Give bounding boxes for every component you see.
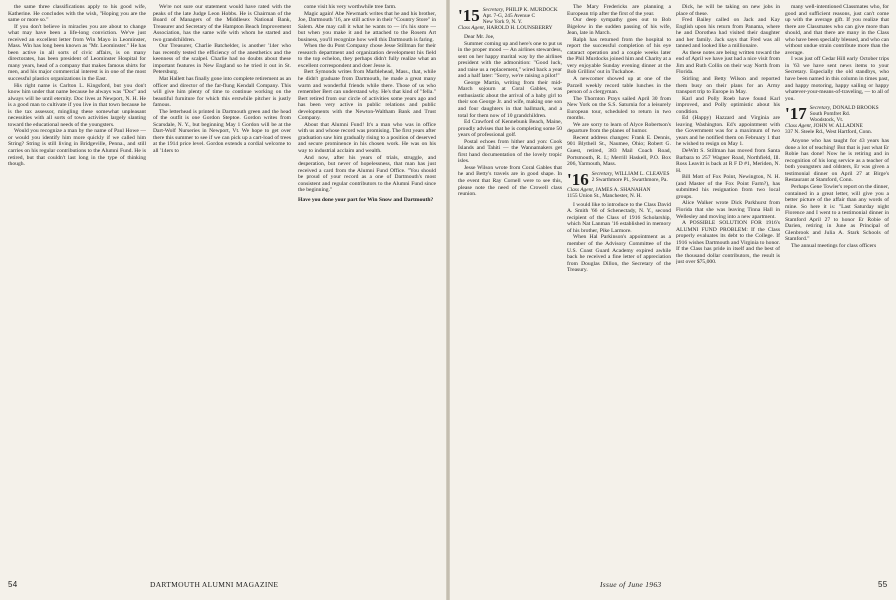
- paragraph: Stirling and Betty Wilson and reported them busy on their plans for an Army transport trip to Europe in May.: [676, 76, 780, 96]
- right-column-2: [567, 4, 671, 274]
- class-heading-1917: '17 Secretary, DONALD BROOKS South Pomfret Rd. Woodstock, Vt. Class Agent, JOHN W. ALLADINE 337 N. Steele Rd., West Hartford, Conn.: [785, 104, 879, 136]
- paragraph: Ed (Happy) Hazzard and Virginia are leaving Washington. Ed's appointment with the Government was for a maximum of two years and he notified them on February 1 that he wished to resign on May 1.: [676, 115, 780, 148]
- paragraph: The letterhead is printed in Dartmouth green and the head of the outfit is one Gordon Steptoe. Gordon writes from Scarsdale, N. Y., but beginning May 1 Gordon will be at the Dart-Wolf Nurseries in Newport, Vt. We hope to get over there this summer to see if we can pick up a cart-load of trees at the 1914 price level. Gordon extends a cordial welcome to all '14ers to: [153, 108, 291, 155]
- paragraph: The Mary Fredericks are planning a European trip after the first of the year.: [567, 4, 671, 17]
- paragraph: Anyone who has taught for 43 years has done a lot of teaching! But that is just what Er Robie has done! Now he is retiring and in recognition of his long service as a teacher of both youngsters and oldsters, Er was given a testimonial dinner on April 27 at Birge's Restaurant at Stamford, Conn.: [785, 138, 889, 184]
- right-column-3-bottom: [676, 490, 780, 576]
- class-heading-1915: '15 Secretary, PHILIP K. MURDOCK Apt. 7-G, 245 Avenue C New York 9, N. Y. Class Agent, HAROLD H. LOUNSBERRY: [458, 6, 558, 31]
- paragraph: About that Alumni Fund! It's a man who was in office with us and whose record was promising. The first years after graduation saw him gradually rising to a position of deserved and secure prominence in his chosen work. He was on his way to industrial acclaim and wealth.: [298, 121, 436, 155]
- paragraph: And now, after his years of trials, struggle, and desperation, but never of hopelessness, that man has just received a card from the Alumni Fund Office. "You should be proud of your record as a one of Dartmouth's most consistent and regular contributors to the Alumni Fund since the beginning.": [298, 154, 436, 194]
- paragraph: A POSSIBLE SOLUTION FOR 1916's ALUMNI FUND PROBLEM: If the Class properly evaluates its debt to the College. If 1916 wishes Dartmouth and Virginia to honor. If the Class has pride in itself and the best of the thousand dollar contributors, the result is just over $75,000.: [676, 220, 780, 266]
- paragraph: Fred Bailey called on Jack and Kay English upon his return from Panama, where he and Dorothea had visited their daughter and her family. Jack says that Fred was all tanned and looked like a millionaire.: [676, 17, 780, 50]
- paragraph: Karl and Polly Roeb have found Karl improved, and Polly optimistic about his condition.: [676, 95, 780, 115]
- paragraph: Postal echoes from hither and yon: Cook Islands and Tahiti — the Wannamakers get first hand documentation of the lovely tropic isles.: [458, 138, 562, 165]
- paragraph: DeWitt S. Stillman has moved from Santa Barbara to 257 Wagner Road, Northfield, Ill. Ross Leavitt is back at R F D #1, Meriden, N. H.: [676, 148, 780, 174]
- right-page: [450, 0, 896, 600]
- class-year: '17: [785, 104, 807, 124]
- paragraph: The Thornton Prays sailed April 30 from New York on the S.S. Saturnia for a leisurely European tour, scheduled to return in two months.: [567, 95, 671, 122]
- paragraph: A newcomer showed up at one of the Parzell weekly record table lunches in the person of a clergyman.: [567, 76, 671, 96]
- closing-question: Have you done your part for Win Snow and Dartmouth?: [298, 196, 434, 203]
- left-column-2: [153, 4, 291, 155]
- paragraph: His right name is Carlton L. Kingsford, but you don't know him under that name because he always was "Doc" and always will be until eternity. Doc lives at Newport, N. H. He is a good man to cultivate if you live in that town because he is the tax assessor, mingling these somewhat unpleasant necessities with all sorts of town activities largely slanting toward the educational needs of the youngsters.: [8, 82, 146, 128]
- right-page-number: 55: [878, 580, 888, 589]
- paragraph: Would you recognize a man by the name of Paul Howe — or would you identify him more quickly if we called him String? String is still living in Bridgeville, Penna., and still carries on his regular contributions to the Alumni Fund. He is retired, but that couldn't last long in the type of thinking though.: [8, 128, 146, 168]
- paragraph: George Martin, writing from their mid-March sojourn at Coral Gables, was enthusiastic about the arrival of a baby girl to their son George Jr. and wife, making one son and four daughters in that hallmark, and a total for them now of 10 grandchildren.: [458, 79, 562, 119]
- class-heading-1916: '16 Secretary, WILLIAM L. CLEAVES 2 Swarthmore Pl., Swarthmore, Pa. Class Agent, JAMES A. SHANAHAN 1155 Union St., Manchester, N. H.: [567, 169, 670, 199]
- paragraph: The annual meetings for class officers: [791, 242, 877, 249]
- class-agent-name: JOHN W. ALLADINE: [813, 123, 863, 130]
- paragraph: Ralph has returned from the hospital to report the successful completion of his eye cataract operation and a couple weeks later the Phil Murdocks joined him and Charity at a very enjoyable Sunday evening dinner at the Bob Grillins' out in Tuckahoe.: [567, 36, 671, 76]
- right-footer-title: Issue of June 1963: [600, 580, 662, 589]
- left-page: [0, 0, 446, 600]
- right-column-1: [458, 4, 562, 198]
- paragraph: I was just off Cedar Hill early October trips in '63 we have sent news items to your Secretary. Especially the old standbys, who have been named in this column in times past, and happy motoring, happy sailing or happy whatever-your-means-of-traveling, — to all of you.: [785, 56, 889, 102]
- paragraph: Our deep sympathy goes out to Bob Bigelow in the sudden passing of his wife, Jean, late in March.: [567, 17, 671, 37]
- paragraph: many well-intentioned Classmates who, for good and sufficient reasons, just can't come up with the average gift. If you realize that there are Classmates who can give more than should, and that there are many in the Class who have been specially blessed, and who can without undue strain contribute more than the average.: [785, 4, 889, 56]
- paragraph: When the du Pont Company chose Jesse Stillman for their research department and organization development his field to the top echelon, they perhaps didn't fully realize what an excellent correspondent and doer Jesse is.: [298, 43, 436, 69]
- paragraph: the same three classifications apply to his good wife, Katherine. He concludes with the wish, "Hoping you are the same or more so.": [8, 4, 146, 24]
- paragraph: Perhaps Gene Towler's report on the dinner, contained in a great letter, will give you a better picture of the affair than any words of mine. So here it is: "Last Saturday night Florence and I went to a testimonial dinner in Stamford April 27 to honor Er Robie of Darien, retiring in June as Principal of Glenbrook and Julia A. Stark Schools of Stamford.": [785, 184, 889, 243]
- left-footer-title: DARTMOUTH ALUMNI MAGAZINE: [150, 580, 279, 589]
- paragraph: Bill Mott of Fox Point, Newington, N. H. (and Master of the Fox Point Farm?), has submitted his resignation from two local groups.: [676, 174, 780, 200]
- left-column-1: [8, 4, 146, 168]
- class-agent-name: HAROLD H. LOUNSBERRY: [486, 25, 553, 31]
- paragraph: As these notes are being written toward the end of April we have just had a nice visit from Jim and Ruth Collin on their way North from Florida.: [676, 49, 780, 76]
- right-column-4: [785, 4, 889, 250]
- paragraph: Our Treasurer, Charlie Batchelder, is another '14er who has recently tested the efficiency of the anesthetics and the keenness of the scalpel. Charlie had no doubts about these important features in New England so he tried it out in St. Petersburg.: [153, 43, 291, 76]
- secretary-name: PHILIP K. MURDOCK: [505, 7, 558, 13]
- paragraph: Alice Walker wrote Dick Parkhurst from Florida that she was leaving Tinna Hall in Wellesley and moving into a new apartment.: [676, 200, 780, 220]
- paragraph: Dear Mr. Joe,: [464, 34, 495, 40]
- class-year: '16: [567, 169, 589, 189]
- secretary-name: WILLIAM L. CLEAVES: [614, 170, 670, 177]
- right-column-3: [676, 4, 780, 436]
- secretary-name: DONALD BROOKS: [832, 105, 879, 112]
- paragraph: Jesse Wilson wrote from Coral Gables that he and Betty's travels are in good shape. In the event that Ray Cornell were to see this, please note the need of the Crowell class reunion.: [458, 164, 562, 198]
- paragraph: Bert Symonds writes from Marblehead, Mass., that, while he didn't graduate from Dartmouth, he made a great many warm and wonderful friends while there. Those of us who remember Bert can understand why. He's that kind of "fella." Bert retired from our circle of activities some years ago and has been very active in public relations and public developments with the Newton-Waltham Bank and Trust Company.: [298, 69, 436, 122]
- paragraph: Mat Hallett has finally gone into complete retirement as an officer and director of the far-flung Kendall Company. This will give him plenty of time to continue working on the beautiful furniture for which this erstwhile pitcher is justly famous.: [153, 76, 291, 109]
- left-page-number: 54: [8, 580, 18, 589]
- paragraph: Recent address changes: Frank E. Dennis, 901 Blythell St., Naumee, Ohio; Robert G. Guest, retired, 383 Mail Coach Road, Portsmouth, R. I.; Merrill Haskell, P.O. Box 206, Yarmouth, Mass.: [567, 134, 671, 168]
- class-agent-name: JAMES A. SHANAHAN: [595, 186, 651, 193]
- paragraph: When Hal Parkinson's appointment as a member of the Advisory Committee of the U.S. Coast Guard Academy expired awhile back he received a fine letter of appreciation from Douglas Dillon, the Secretary of the Treasury.: [567, 234, 671, 274]
- class-year: '15: [458, 6, 480, 25]
- paragraph: We are sorry to learn of Alyce Robertson's departure from the planes of humor.: [567, 121, 671, 135]
- paragraph: Magic again! Abe Newmark writes that he and his brother, Joe, Dartmouth '16, are still active in their "Country Store" in Salem. Abe may call it what he wants to — it's his store — but when you make it and he attached to the Rosem Art business, you'll recognize how well this Dartmouth is faring.: [298, 10, 436, 43]
- paragraph: Summer coming up and here's one to put us in the proper mood — An airlines stewardess, sent on her happy marital way by the airlines president with the admonition: "Good luck, and raise us a replacement," wired back a year and a half later: "Sorry, we're raising a pilot!": [458, 40, 562, 80]
- paragraph: We're not sure our statement would have rated with the peaks of the late Judge Leon Hobbs. He is Chairman of the Board of Managers of the Middlesex National Bank, Treasurer and Secretary of the Hampton Beach Improvement Association, has the same wife with whom he started and two grandchildren.: [153, 4, 291, 43]
- paragraph: I would like to introduce to the Class David A. Smith '66 of Schenectady, N. Y., second recipient of the Class of 1916 Scholarship, which Nat Lanman '16 established in memory of his brother, Pike Larmore.: [567, 201, 671, 234]
- paragraph: Dick, he will be taking on new jobs in place of these.: [676, 4, 780, 17]
- paragraph: If you don't believe in miracles you are about to change what may have been a life-long conviction. We've just received an excellent letter from Win Mayo in Leominster, Mass. Win has long been known as "Mr. Leominster." He has been active in all sorts of civic affairs, is on many directorates, has been president of Leominster Hospital for many years, head of a company that makes famous shirts for men, and his major commercial interest is in one of the most successful plastics organizations in the East.: [8, 23, 146, 83]
- paragraph: Ed Crawford of Kennebunk Beach, Maine, proudly advises that he is completing some 50 years of professional golf.: [458, 119, 562, 139]
- paragraph: come visit his very worthwhile tree farm.: [304, 4, 397, 10]
- left-column-3: [298, 4, 436, 203]
